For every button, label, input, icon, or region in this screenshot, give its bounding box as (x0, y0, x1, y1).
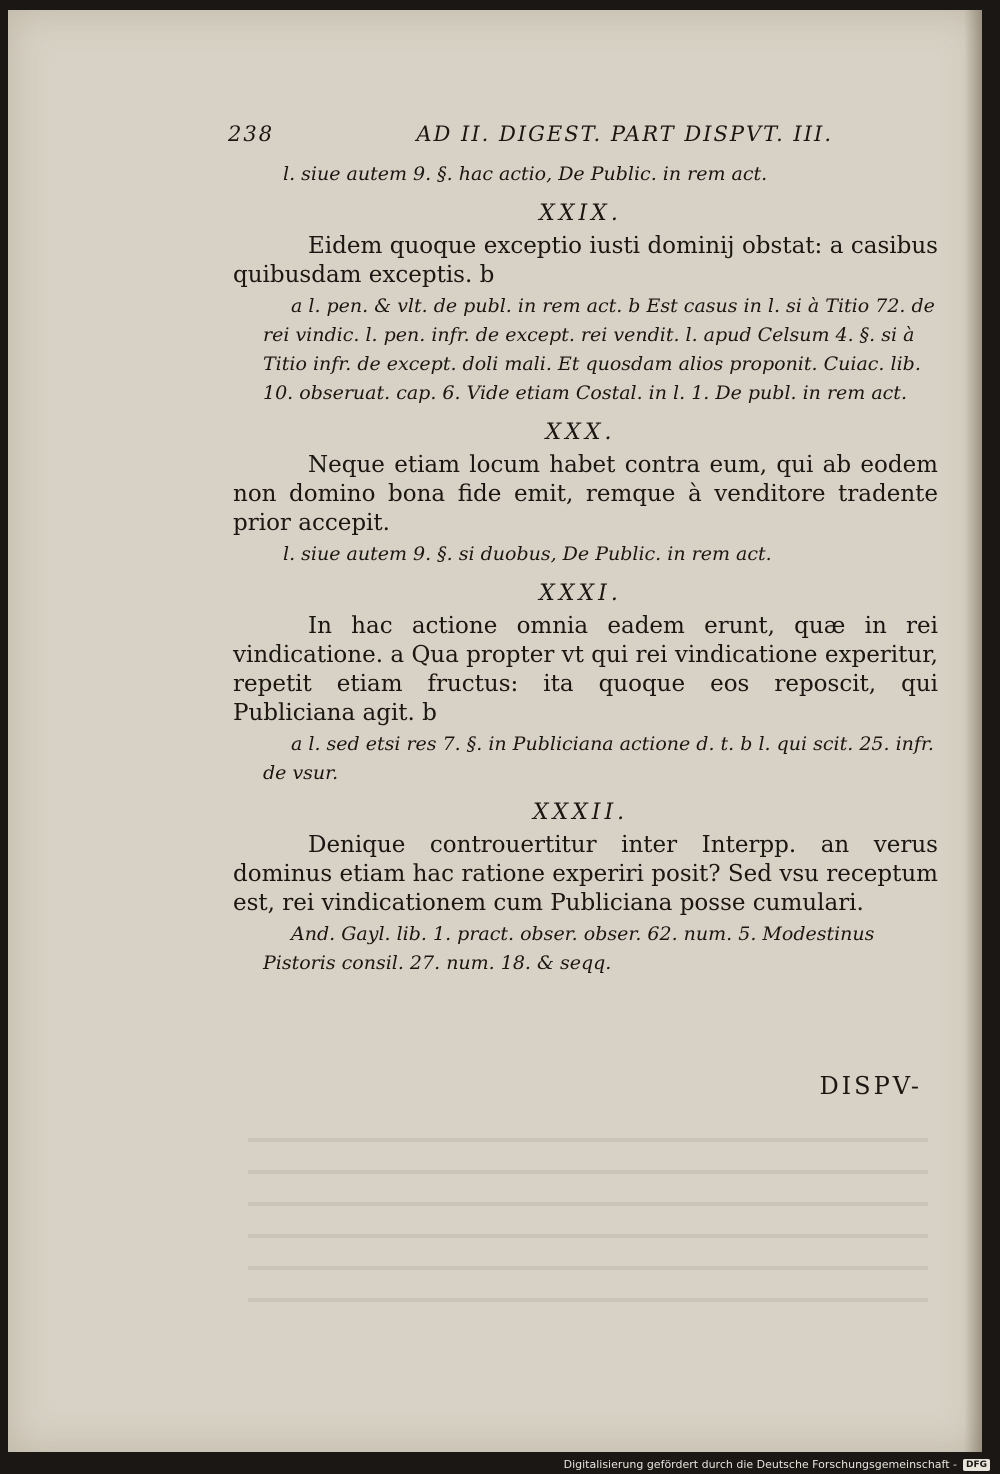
paragraph: Eidem quoque exceptio iusti dominij obstat: a casibus quibusdam exceptis. b (233, 233, 938, 288)
paragraph: In hac actione omnia eadem erunt, quæ in rei vindicatione. a Qua propter vt qui rei vindicatione experitur, repetit etiam fructus: ita quoque eos reposcit, qui Publiciana agit. b (233, 613, 938, 726)
bleed-through-text (248, 1110, 928, 1310)
footnote: a l. sed etsi res 7. §. in Publiciana actione d. t. b l. qui scit. 25. infr. de vsur. (263, 733, 934, 784)
section-heading: XXXII. (532, 800, 629, 825)
running-header (228, 122, 833, 146)
catchword: DISPV- (819, 1072, 922, 1100)
footnote: And. Gayl. lib. 1. pract. obser. obser. 62. num. 5. Modestinus Pistoris consil. 27. num. 18. & seqq. (263, 923, 875, 974)
running-title: AD II. DIGEST. PART DISPVT. III. (416, 122, 833, 146)
page-edge-shadow (964, 10, 982, 1452)
footnote: a l. pen. & vlt. de publ. in rem act. b Est casus in l. si à Titio 72. de rei vindic. l. pen. infr. de except. rei vendit. l. apud Celsum 4. §. si à Titio infr. de except. doli mali. Et quosdam alios proponit. Cuiac. lib. 10. obseruat. cap. 6. Vide etiam Costal. in l. 1. De publ. in rem act. (263, 295, 935, 404)
dfg-logo: DFG (963, 1459, 990, 1471)
section-heading: XXIX. (539, 201, 622, 226)
page-number: 238 (228, 122, 275, 146)
page-content (223, 160, 938, 978)
book-page (8, 10, 982, 1452)
citation: l. siue autem 9. §. hac actio, De Public. in rem act. (283, 163, 768, 185)
digitization-footer (564, 1458, 990, 1471)
paragraph: Denique controuertitur inter Interpp. an verus dominus etiam hac ratione experiri posit? Sed vsu receptum est, rei vindicationem cum Publiciana posse cumulari. (233, 832, 938, 916)
section-heading: XXX. (545, 420, 616, 445)
section-heading: XXXI. (539, 581, 622, 606)
citation: l. siue autem 9. §. si duobus, De Public. in rem act. (283, 543, 772, 565)
paragraph: Neque etiam locum habet contra eum, qui ab eodem non domino bona fide emit, remque à venditore tradente prior accepit. (233, 452, 938, 536)
footer-text: Digitalisierung gefördert durch die Deutsche Forschungsgemeinschaft - (563, 1458, 957, 1471)
